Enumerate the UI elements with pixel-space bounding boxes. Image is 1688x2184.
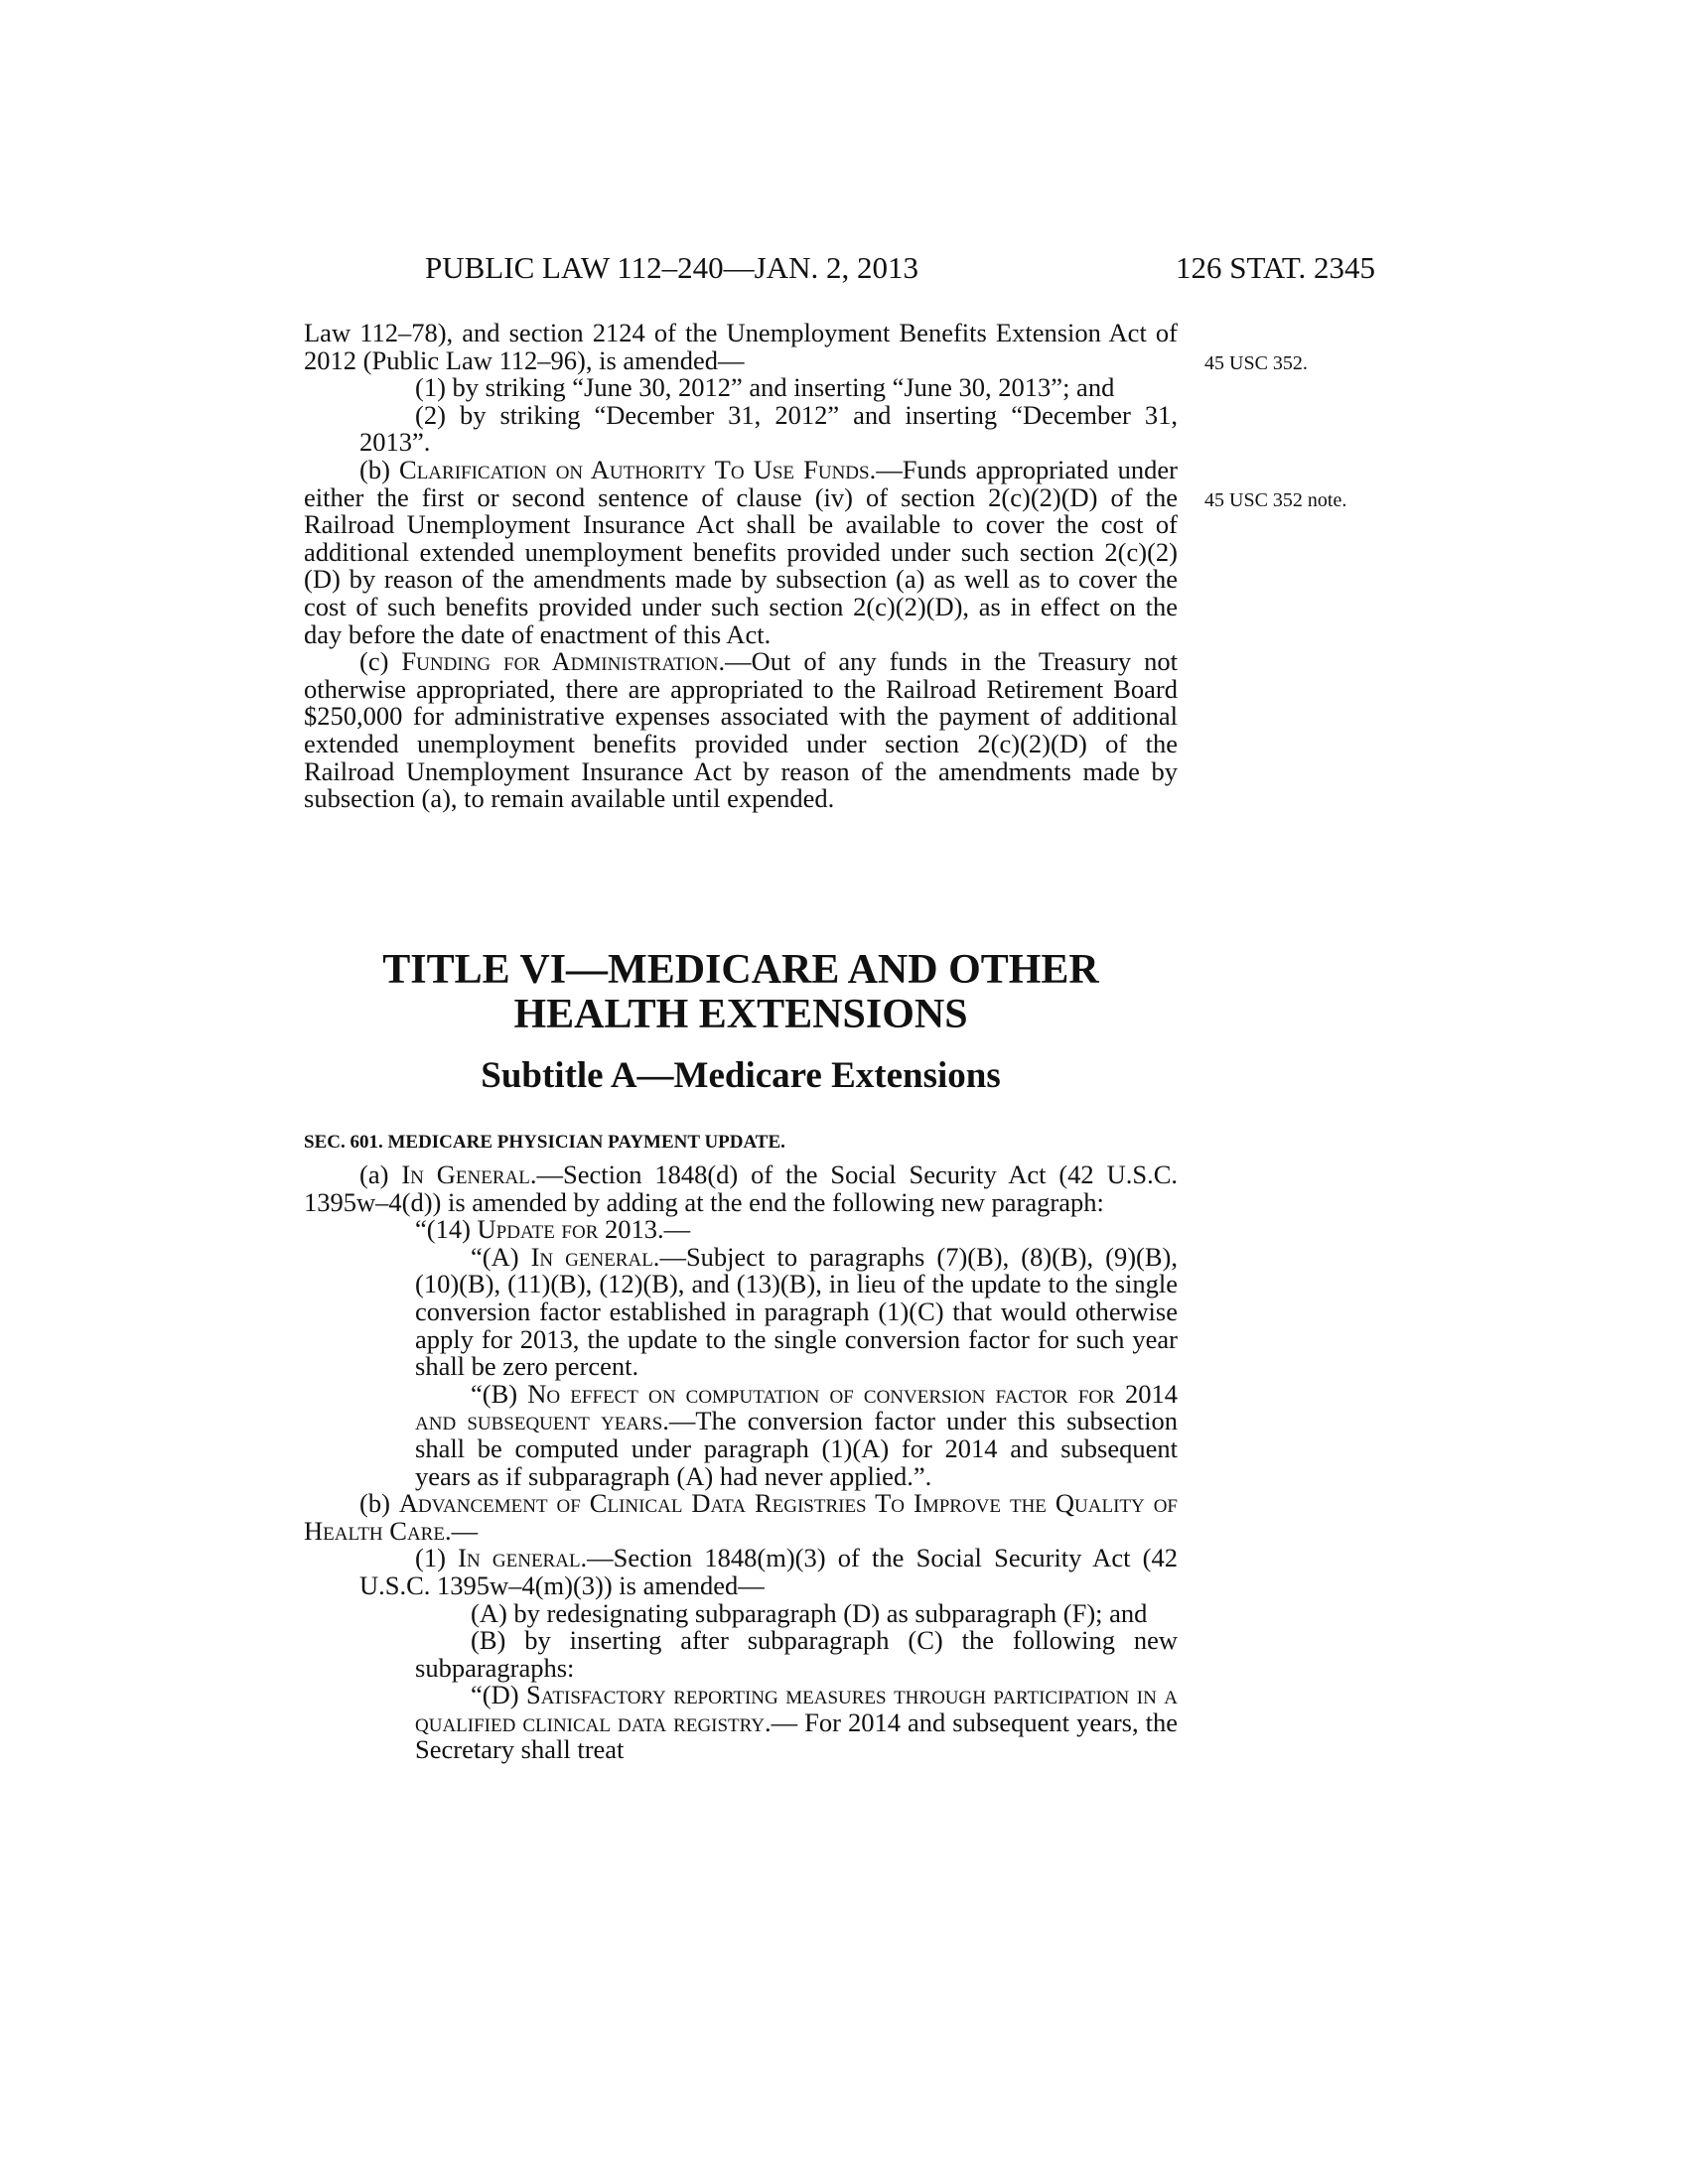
subsection-b-heading: Clarification on Authority To Use Funds. [399, 454, 877, 484]
subsection-c-heading: Funding for Administration. [401, 646, 726, 677]
intro-paragraph: Law 112–78), and section 2124 of the Unemployment Benefits Extension Act of 2012 (Public Law 112–96), is amended— [304, 318, 1178, 375]
subsection-a-label: (a) [359, 1160, 402, 1189]
advancement-heading: Advancement of Clinical Data Registries To Improve the Quality of Health Care. [304, 1488, 1178, 1546]
subsection-a [304, 1161, 1178, 1216]
statute-citation: 126 STAT. 2345 [1175, 250, 1375, 285]
subparagraph-D-label: “(D) [471, 1680, 527, 1710]
subsection-c [304, 648, 1178, 813]
margin-note-2: 45 USC 352 note. [1204, 489, 1347, 511]
running-title: PUBLIC LAW 112–240—JAN. 2, 2013 [425, 250, 918, 285]
subsection-b-advancement [304, 1490, 1178, 1545]
title-line-2: HEALTH EXTENSIONS [513, 992, 968, 1037]
subparagraph-B [304, 1378, 1178, 1491]
subsection-a-heading: In General. [401, 1160, 537, 1189]
subparagraph-D-heading: Satisfactory reporting measures through participation in a qualified clinical data registry. [415, 1680, 1178, 1737]
paragraph-b1 [304, 1545, 1178, 1599]
paragraph-b1-heading: In general. [458, 1543, 588, 1573]
paragraph-b1-text: —Section 1848(m)(3) of the Social Security Act (42 U.S.C. 1395w–4(m)(3)) is amended— [359, 1543, 1178, 1600]
subparagraph-A-heading: In general. [530, 1241, 660, 1272]
subsection-b [304, 454, 1178, 649]
paragraph-14-label: “(14) [415, 1214, 478, 1245]
paragraph-14 [304, 1216, 1178, 1244]
subsection-a-text: —Section 1848(d) of the Social Security Act (42 U.S.C. 1395w–4(d)) is amended by adding at the end the following new paragraph: [304, 1160, 1179, 1217]
clause-bB: (B) by inserting after subparagraph (C) the following new subparagraphs: [415, 1625, 1178, 1683]
page-header [298, 250, 1375, 290]
advancement-label: (b) [359, 1488, 399, 1519]
subparagraph-B-label: “(B) [471, 1378, 528, 1409]
paragraph-14-dash: — [663, 1214, 691, 1245]
subparagraph-D-text: — For 2014 and subsequent years, the Secretary shall treat [415, 1706, 1178, 1765]
subsection-c-label: (c) [359, 646, 402, 677]
subparagraph-D [304, 1682, 1178, 1764]
subparagraph-A-label: “(A) [471, 1241, 531, 1272]
subsection-c-text: —Out of any funds in the Treasury not otherwise appropriated, there are appropriated to the Railroad Retirement Board $250,000 for administrative expenses associated with the payment of additional extended unemployment benefits provided under section 2(c)(2)(D) of the Railroad Unemployment Insurance Act by reason of the amendments made by subsection (a), to remain available until expended. [304, 646, 1178, 814]
item-1: (1) by striking “June 30, 2012” and inserting “June 30, 2013”; and [415, 372, 1115, 403]
subsection-b-label: (b) [359, 454, 400, 484]
subsection-b-text: —Funds appropriated under either the first or second sentence of clause (iv) of section 2(c)(2)(D) of the Railroad Unemployment Insurance Act shall be available to cover the cost of additional extended unemployment benefits provided under such section 2(c)(2)(D) by reason of the amendments made by subsection (a) as well as to cover the cost of such benefits provided under such section 2(c)(2)(D), as in effect on the day before the date of enactment of this Act. [304, 454, 1178, 649]
section-601-body [304, 1161, 1178, 1764]
subparagraph-A-text: —Subject to paragraphs (7)(B), (8)(B), (9)(B), (10)(B), (11)(B), (12)(B), and (13)(B), in lieu of the update to the single conversion factor established in paragraph (1)(C) that would otherwise apply for 2013, the update to the single conversion factor for such year shall be zero percent. [415, 1241, 1178, 1382]
subparagraph-A [304, 1241, 1178, 1382]
subtitle-heading: Subtitle A—Medicare Extensions [481, 1055, 1001, 1096]
margin-note-1: 45 USC 352. [1204, 352, 1308, 374]
paragraph-b1-label: (1) [415, 1543, 459, 1573]
title-heading [304, 948, 1178, 1037]
subparagraph-B-heading: No effect on computation of conversion factor for 2014 and subsequent years. [415, 1378, 1178, 1436]
title-line-1: TITLE VI—MEDICARE AND OTHER [382, 947, 1099, 993]
clause-bA: (A) by redesignating subparagraph (D) as subparagraph (F); and [471, 1597, 1148, 1628]
paragraph-14-heading: Update for 2013. [477, 1214, 664, 1245]
top-section [304, 320, 1178, 813]
section-heading: SEC. 601. MEDICARE PHYSICIAN PAYMENT UPDATE. [304, 1132, 785, 1153]
subparagraph-B-text: —The conversion factor under this subsection shall be computed under paragraph (1)(A) for 2014 and subsequent years as if subparagraph (A) had never applied.”. [415, 1406, 1178, 1491]
item-2: (2) by striking “December 31, 2012” and inserting “December 31, 2013”. [359, 399, 1178, 458]
advancement-dash: — [451, 1515, 479, 1546]
